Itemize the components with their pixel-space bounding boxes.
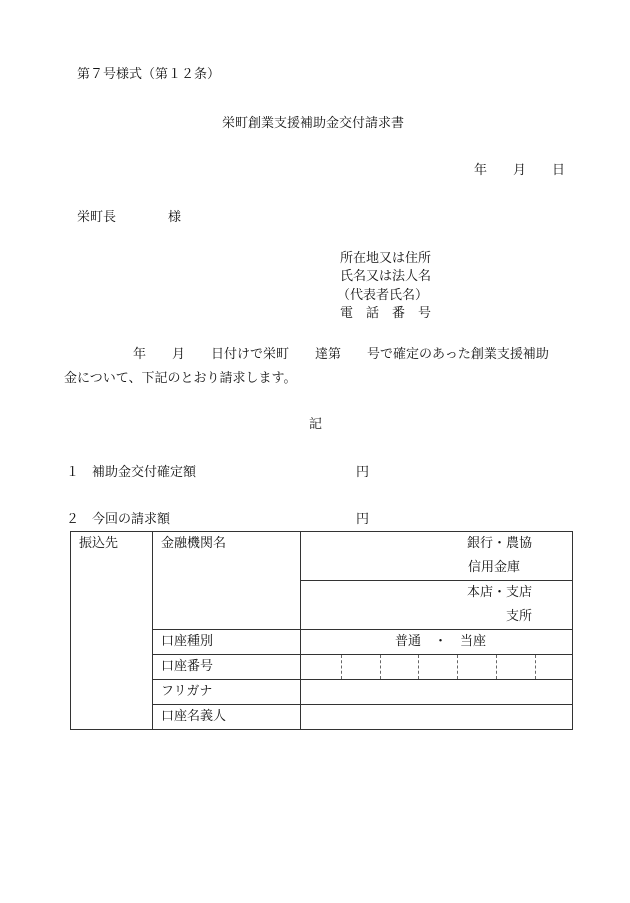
institution-divider: [301, 580, 572, 629]
bank-type-1: 銀行・農協: [466, 536, 532, 551]
bank-type-2: 信用金庫: [467, 560, 520, 575]
document-title: 栄町創業支援補助金交付請求書: [222, 116, 405, 131]
item2-unit: 円: [356, 512, 370, 527]
account-type-label: 口座種別: [153, 630, 301, 655]
institution-value-cell[interactable]: [301, 532, 573, 630]
applicant-address-label: 所在地又は住所: [340, 251, 432, 266]
furigana-field[interactable]: [301, 680, 573, 705]
institution-label: 金融機関名: [153, 532, 301, 630]
addressee: 栄町長 様: [77, 210, 182, 225]
applicant-representative-label: （代表者氏名）: [337, 288, 429, 303]
account-number-digits: [301, 655, 572, 679]
account-type-value[interactable]: 普通 ・ 当座: [301, 630, 573, 655]
furigana-label: フリガナ: [153, 680, 301, 705]
account-holder-field[interactable]: [301, 705, 573, 730]
body-text-line2: 金について、下記のとおり請求します。: [64, 371, 297, 386]
ki-heading: 記: [309, 417, 323, 432]
account-number-label: 口座番号: [153, 655, 301, 680]
branch-type-1: 本店・支店: [466, 585, 532, 600]
branch-type-2: 支所: [505, 609, 532, 624]
body-text-line1: 年 月 日付けで栄町 達第 号で確定のあった創業支援補助: [133, 347, 549, 362]
applicant-name-label: 氏名又は法人名: [340, 269, 432, 284]
bank-transfer-table: [70, 531, 573, 730]
account-number-cell[interactable]: [301, 655, 573, 680]
item1-unit: 円: [356, 465, 370, 480]
applicant-phone-label: 電 話 番 号: [340, 306, 432, 321]
date-line: 年 月 日: [474, 163, 566, 178]
form-number: 第７号様式（第１２条）: [77, 67, 221, 82]
transfer-label: 振込先: [71, 532, 153, 730]
table-row: [71, 532, 573, 630]
account-holder-label: 口座名義人: [153, 705, 301, 730]
item2-label: ２ 今回の請求額: [66, 512, 171, 527]
item1-label: １ 補助金交付確定額: [66, 465, 197, 480]
